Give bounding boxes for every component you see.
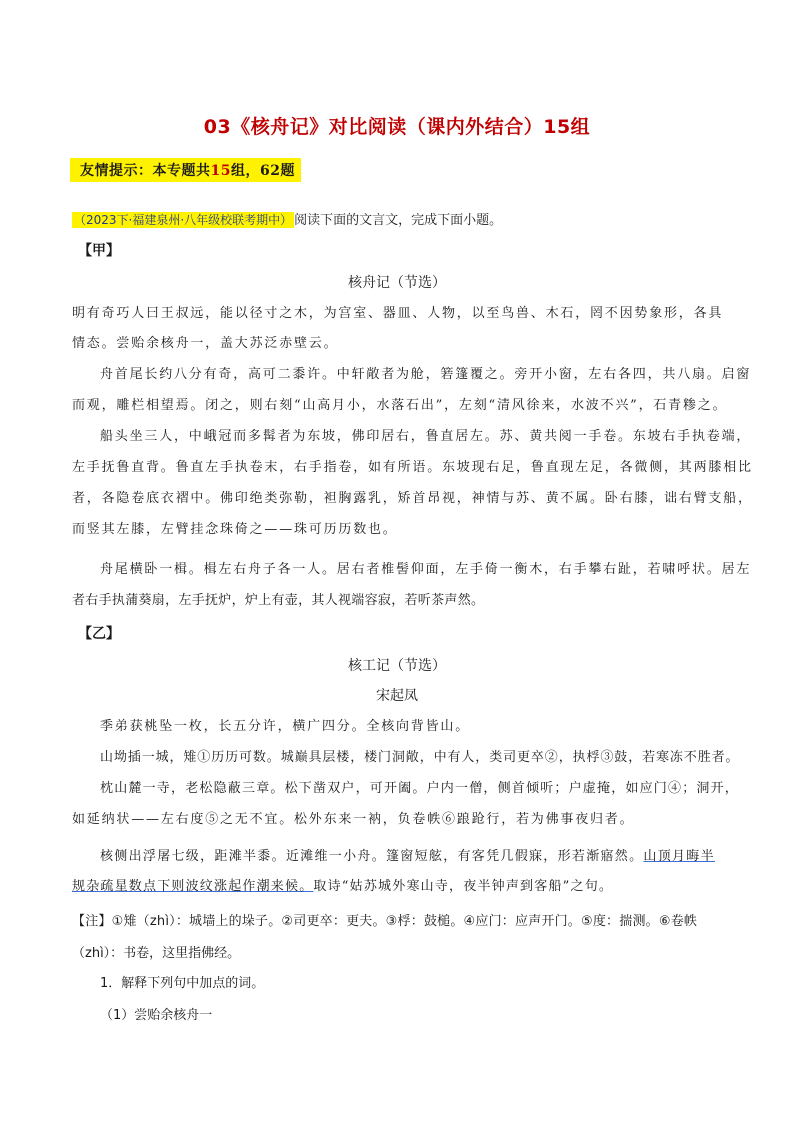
part-b-line-1: 季弟获桃坠一枚，长五分许，横广四分。全核向背皆山。 xyxy=(100,719,471,734)
part-a-line-1: 明有奇巧人曰王叔远，能以径寸之木，为宫室、器皿、人物，以至鸟兽、木石，罔不因势象形，各具 xyxy=(72,306,724,321)
part-a-line-6: 左手抚鲁直背。鲁直左手执卷末，右手指卷，如有所语。东坡现右足，鲁直现左足，各微侧，其两膝相比 xyxy=(72,460,753,475)
part-b-line-3: 枕山麓一寺，老松隐蔽三章。松下凿双户，可开阖。户内一僧，侧首倾听；户虚掩，如应门④；洞开， xyxy=(100,781,740,796)
part-a-line-4: 而观，雕栏相望焉。闭之，则右刻“山高月小，水落石出”，左刻“清风徐来，水波不兴”，石青糁之。 xyxy=(72,398,728,413)
part-b-author: 宋起凤 xyxy=(376,688,418,704)
part-a-line-3: 舟首尾长约八分有奇，高可二黍许。中轩敞者为舱，箬篷覆之。旁开小窗，左右各四，共八扇。启窗 xyxy=(100,367,752,382)
source-tag: （2023下·福建泉州·八年级校联考期中） xyxy=(74,213,293,227)
part-a-label: 【甲】 xyxy=(78,243,120,259)
part-b-line-6-text: 取诗“姑苏城外寒山寺，夜半钟声到客船”之句。 xyxy=(313,879,614,894)
part-a-line-10: 者右手执蒲葵扇，左手抚炉，炉上有壶，其人视端容寂，若听茶声然。 xyxy=(72,593,485,608)
part-b-line-6 xyxy=(72,878,722,896)
tip-prefix: 友情提示：本专题共 xyxy=(80,163,211,179)
part-b-line-5 xyxy=(100,848,750,866)
notes-line-1: 【注】①雉（zhì）：城墙上的垛子。②司更卒：更夫。③桴：鼓槌。④应门：应声开门。⑤度：揣测。⑥卷帙 xyxy=(72,914,698,929)
tip-banner xyxy=(70,158,301,182)
part-b-line-2: 山坳插一城，雉①历历可数。城巅具层楼，楼门洞敞，中有人，类司更卒②，执桴③鼓，若寒冻不胜者。 xyxy=(100,750,740,765)
source-instruction: 阅读下面的文言文，完成下面小题。 xyxy=(294,213,503,228)
tip-suffix: 组，62题 xyxy=(230,163,295,179)
question-1: 1．解释下列句中加点的词。 xyxy=(100,976,265,991)
notes-line-2: （zhì）：书卷，这里指佛经。 xyxy=(72,946,241,961)
part-a-line-7: 者，各隐卷底衣褶中。佛印绝类弥勒，袒胸露乳，矫首昂视，神情与苏、黄不属。卧右膝，诎右臂支船， xyxy=(72,491,753,506)
part-b-line-5-text: 核侧出浮屠七级，距滩半黍。近滩维一小舟。篷窗短舷，有客凭几假寐，形若渐寤然。 xyxy=(100,849,644,864)
part-a-line-5: 船头坐三人，中峨冠而多髯者为东坡，佛印居右，鲁直居左。苏、黄共阅一手卷。东坡右手执卷端， xyxy=(100,429,752,444)
part-a-heading: 核舟记（节选） xyxy=(348,275,446,291)
question-1-sub-1: （1）尝贻余核舟一 xyxy=(100,1008,213,1023)
part-a-line-9: 舟尾横卧一楫。楫左右舟子各一人。居右者椎髻仰面，左手倚一衡木，右手攀右趾，若啸呼状。居左 xyxy=(100,562,752,577)
part-b-heading: 核工记（节选） xyxy=(348,658,446,674)
part-a-line-8: 而竖其左膝，左臂挂念珠倚之——珠可历历数也。 xyxy=(72,522,398,537)
part-b-underlined-end: 规杂疏星数点下则波纹涨起作潮来候。 xyxy=(72,879,314,894)
page-title: 03《核舟记》对比阅读（课内外结合）15组 xyxy=(203,116,591,138)
part-a-line-2: 情态。尝贻余核舟一，盖大苏泛赤壁云。 xyxy=(72,336,339,351)
part-b-line-4: 如延纳状——左右度⑤之无不宜。松外东来一衲，负卷帙⑥踉跄行，若为佛事夜归者。 xyxy=(72,812,635,827)
part-b-label: 【乙】 xyxy=(78,626,120,642)
tip-count: 15 xyxy=(210,163,231,179)
source-line xyxy=(72,209,502,228)
part-b-underlined-start: 山顶月晦半 xyxy=(643,849,715,864)
